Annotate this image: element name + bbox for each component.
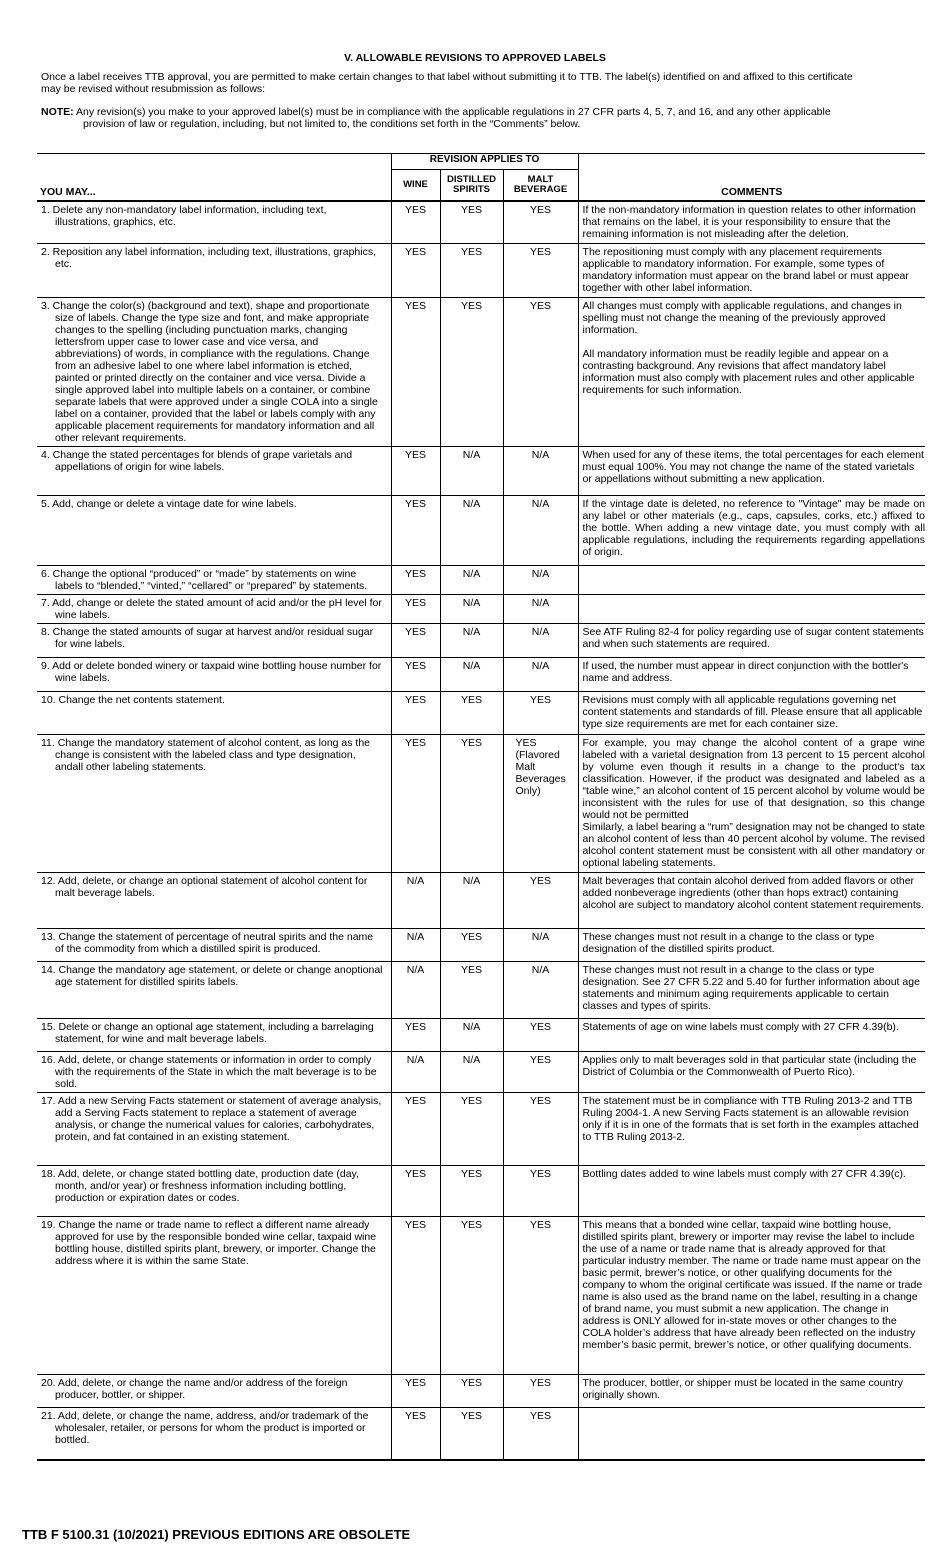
comment-text: All changes must comply with applicable regulations, and changes in spelling must not change the meaning of the previously approved information. [582,300,902,336]
malt-beverage-cell: N/A [503,566,578,595]
wine-cell: YES [391,244,440,298]
table-row [37,244,925,298]
comment-text: If the vintage date is deleted, no reference to "Vintage" may be made on any label or other materials (e.g., caps, capsules, corks, etc.) affixed to the bottle. When adding a new vintage date, you must comply with all applicable regulations, including the requirements regarding appellations of origin. [582,498,926,558]
table-row [37,873,925,929]
form-footer: TTB F 5100.31 (10/2021) PREVIOUS EDITIONS ARE OBSOLETE [22,1527,411,1542]
distilled-spirits-cell: YES [440,1166,503,1217]
header-wine: WINE [391,170,440,201]
malt-beverage-cell: YES [503,1052,578,1093]
table-row [37,962,925,1019]
table-row [37,595,925,624]
wine-cell: N/A [391,873,440,929]
revision-item [37,298,391,447]
comment-text: These changes must not result in a change to the class or type designation. See 27 CFR 5.22 and 5.40 for further information about age statements and minimum aging requirements applicable to certain classes and types of spirits. [582,964,920,1012]
distilled-spirits-cell: N/A [440,496,503,566]
wine-cell: YES [391,1093,440,1166]
revision-item [37,1093,391,1166]
intro-paragraph: Once a label receives TTB approval, you are permitted to make certain changes to that label without submitting it to TTB. The label(s) identified on and affixed to this certificate may be revised without resubmission as follows: [41,71,853,95]
comment-cell [578,566,925,595]
table-row [37,298,925,447]
comment-cell [578,1408,925,1460]
distilled-spirits-cell: YES [440,1408,503,1460]
revision-item [37,447,391,496]
distilled-spirits-cell: N/A [440,447,503,496]
distilled-spirits-cell: YES [440,201,503,244]
comment-cell [578,201,925,244]
revision-item [37,692,391,735]
distilled-spirits-cell: YES [440,735,503,873]
wine-cell: YES [391,735,440,873]
revision-item [37,962,391,1019]
wine-cell: YES [391,566,440,595]
distilled-spirits-cell: YES [440,929,503,962]
comment-text: Bottling dates added to wine labels must comply with 27 CFR 4.39(c). [582,1168,906,1180]
table-row [37,496,925,566]
comment-text: Statements of age on wine labels must comply with 27 CFR 4.39(b). [582,1021,899,1033]
wine-cell: N/A [391,929,440,962]
distilled-spirits-cell: YES [440,1093,503,1166]
table-row [37,201,925,244]
revision-item [37,658,391,692]
revision-item [37,1408,391,1460]
distilled-spirits-cell: N/A [440,658,503,692]
revision-item [37,595,391,624]
revision-item-text: 4. Change the stated percentages for blends of grape varietals and appellations of origin for wine labels. [41,449,353,473]
comment-cell [578,298,925,447]
comment-cell [578,1052,925,1093]
distilled-spirits-cell: N/A [440,595,503,624]
table-row [37,1375,925,1408]
comment-text: Applies only to malt beverages sold in that particular state (including the District of Columbia or the Commonwealth of Puerto Rico). [582,1054,917,1078]
revision-item-text: 2. Reposition any label information, including text, illustrations, graphics, etc. [41,246,377,270]
table-row [37,1052,925,1093]
comment-cell [578,1217,925,1375]
malt-beverage-cell: YES [503,692,578,735]
wine-cell: YES [391,201,440,244]
malt-beverage-cell: YES [503,201,578,244]
malt-beverage-cell: YES [503,1217,578,1375]
comment-cell [578,624,925,658]
revision-item-text: 3. Change the color(s) (background and text), shape and proportionate size of labels. Change the type size and font, and make appropriate changes to the spelling (including punctuation marks, changing lettersfrom upper case to lower case and vice versa, and abbreviations) of words, in compliance with the regulations. Change from an adhesive label to one where label information is etched, painted or printed directly on the container and vice versa. Divide a single approved label into multiple labels on a container, or combine separate labels that were approved under a single COLA into a single label on a container, provided that the label or labels comply with any applicable placement requirements for mandatory information and all other relevant requirements. [41,300,378,444]
table-row [37,447,925,496]
comment-text: If used, the number must appear in direct conjunction with the bottler's name and address. [582,660,909,684]
revisions-table [37,153,925,1461]
wine-cell: YES [391,658,440,692]
header-distilled-spirits: DISTILLED SPIRITS [440,170,503,201]
revision-item [37,624,391,658]
comment-cell [578,873,925,929]
distilled-spirits-cell: N/A [440,1052,503,1093]
revision-item [37,496,391,566]
header-revision-applies-to: REVISION APPLIES TO [391,154,578,170]
distilled-spirits-cell: YES [440,962,503,1019]
table-row [37,929,925,962]
table-row [37,1217,925,1375]
comment-text: See ATF Ruling 82-4 for policy regarding use of sugar content statements and when such statements are required. [582,626,924,650]
revision-item [37,735,391,873]
distilled-spirits-cell: YES [440,298,503,447]
malt-beverage-cell: N/A [503,595,578,624]
revision-item-text: 7. Add, change or delete the stated amount of acid and/or the pH level for wine labels. [41,597,382,621]
revision-item [37,201,391,244]
distilled-spirits-cell: YES [440,1375,503,1408]
distilled-spirits-cell: YES [440,244,503,298]
table-row [37,1166,925,1217]
comment-text: This means that a bonded wine cellar, taxpaid wine bottling house, distilled spirits plant, brewery or importer may revise the label to include the use of a name or trade name that is already approved for that particular industry member. The name or trade name must appear on the basic permit, brewer’s notice, or other qualifying documents for the company to whom the original certificate was issued. If the name or trade name is also used as the brand name on the label, resulting in a change of brand name, you must submit a new application. The change in address is ONLY allowed for in-state moves or other changes to the COLA holder’s address that have already been reflected on the industry member’s basic permit, brewer’s notice, or other qualifying documents. [582,1219,923,1351]
table-row [37,1093,925,1166]
revision-item-text: 20. Add, delete, or change the name and/or address of the foreign producer, bottler, or shipper. [41,1377,348,1401]
distilled-spirits-cell: YES [440,692,503,735]
comment-text: Revisions must comply with all applicable regulations governing net content statements and standards of fill. Please ensure that all applicable type size requirements are met for each container size. [582,694,923,730]
note-label: NOTE: [41,106,74,118]
wine-cell: YES [391,1408,440,1460]
revision-item [37,244,391,298]
distilled-spirits-cell: N/A [440,873,503,929]
malt-beverage-cell: YES [503,1019,578,1052]
revision-item-text: 14. Change the mandatory age statement, or delete or change anoptional age statement for distilled spirits labels. [41,964,383,988]
comment-cell [578,1093,925,1166]
comment-text: Malt beverages that contain alcohol derived from added flavors or other added nonbeverage ingredients (other than hops extract) containing alcohol are subject to mandatory alcohol content statement requirements. [582,875,924,911]
revision-item-text: 12. Add, delete, or change an optional statement of alcohol content for malt beverage labels. [41,875,368,899]
revision-item [37,873,391,929]
comment-text: The statement must be in compliance with TTB Ruling 2013-2 and TTB Ruling 2004-1. A new Serving Facts statement is an allowable revision only if it is in one of the formats that is set forth in the examples attached to TTB Ruling 2013-2. [582,1095,919,1143]
table-row [37,658,925,692]
table-row [37,692,925,735]
malt-beverage-cell: N/A [503,929,578,962]
comment-cell [578,496,925,566]
malt-beverage-cell: YES (Flavored Malt Beverages Only) [503,735,578,873]
revision-item-text: 1. Delete any non-mandatory label information, including text, illustrations, graphics, etc. [41,203,327,228]
wine-cell: YES [391,1019,440,1052]
comment-cell [578,447,925,496]
comment-cell [578,735,925,873]
comment-text: The repositioning must comply with any placement requirements applicable to mandatory information. For example, some types of mandatory information must appear on the brand label or must appear together with other label information. [582,246,909,294]
table-row [37,624,925,658]
revision-item-text: 19. Change the name or trade name to reflect a different name already approved for use by the responsible bonded wine cellar, taxpaid wine bottling house, distilled spirits plant, brewery, or importer. Change the address where it is within the same State. [41,1219,377,1267]
distilled-spirits-cell: N/A [440,1019,503,1052]
malt-beverage-cell: N/A [503,496,578,566]
wine-cell: YES [391,624,440,658]
comment-cell [578,1166,925,1217]
comment-text: If the non-mandatory information in question relates to other information that remains on the label, it is your responsibility to ensure that the remaining information is not misleading after the deletion. [582,203,916,240]
wine-cell: YES [391,1217,440,1375]
malt-beverage-cell: YES [503,298,578,447]
distilled-spirits-cell: N/A [440,566,503,595]
note-paragraph [41,106,881,130]
comment-cell [578,929,925,962]
revision-item-text: 15. Delete or change an optional age statement, including a barrelaging statement, for wine and malt beverage labels. [41,1021,374,1045]
wine-cell: YES [391,1166,440,1217]
note-line-2: provision of law or regulation, including, but not limited to, the conditions set forth in the “Comments” below. [83,118,581,130]
revision-item-text: 17. Add a new Serving Facts statement or statement of average analysis, add a Serving Facts statement to replace a statement of average analysis, or change the numerical values for calories, carbohydrates, protein, and fat contained in an existing statement. [41,1095,382,1143]
revision-item-text: 16. Add, delete, or change statements or information in order to comply with the requirements of the State in which the malt beverage is to be sold. [41,1054,377,1090]
malt-beverage-cell: N/A [503,658,578,692]
comment-cell [578,244,925,298]
comment-cell [578,1019,925,1052]
revision-item-text: 11. Change the mandatory statement of alcohol content, as long as the change is consistent with the labeled class and type designation, andall other labeling statements. [41,737,371,773]
comment-text: These changes must not result in a change to the class or type designation of the distilled spirits product. [582,931,875,955]
note-line-1: Any revision(s) you make to your approved label(s) must be in compliance with the applicable regulations in 27 CFR parts 4, 5, 7, and 16, and any other applicable [76,106,831,118]
malt-beverage-cell: YES [503,1093,578,1166]
header-malt-beverage: MALT BEVERAGE [503,170,578,201]
malt-beverage-cell: N/A [503,962,578,1019]
revision-item-text: 8. Change the stated amounts of sugar at harvest and/or residual sugar for wine labels. [41,626,374,650]
header-comments: COMMENTS [578,154,925,201]
revision-item [37,1375,391,1408]
malt-beverage-cell: YES [503,1166,578,1217]
revision-item-text: 10. Change the net contents statement. [41,694,225,706]
malt-beverage-cell: N/A [503,447,578,496]
revision-item [37,566,391,595]
malt-beverage-cell: N/A [503,624,578,658]
malt-beverage-cell: YES [503,1375,578,1408]
revision-item-text: 5. Add, change or delete a vintage date for wine labels. [41,498,297,510]
table-row [37,566,925,595]
comment-text: For example, you may change the alcohol content of a grape wine labeled with a varietal designation from 13 percent to 15 percent alcohol by volume even though it results in a change to the product's tax classification. However, if the product was designated and labeled as a “table wine,” an alcohol content of 15 percent alcohol by volume would be inconsistent with the rules for use of that designation, so this change would not be permitted [582,737,926,821]
header-you-may: YOU MAY... [37,154,391,201]
wine-cell: YES [391,692,440,735]
revision-item-text: 21. Add, delete, or change the name, address, and/or trademark of the wholesaler, retailer, or persons for whom the product is imported or bottled. [41,1410,369,1446]
revision-item-text: 18. Add, delete, or change stated bottling date, production date (day, month, and/or year) or freshness information including bottling, production or expiration dates or codes. [41,1168,359,1204]
revision-item-text: 6. Change the optional “produced” or “made” by statements on wine labels to “blended,” “vinted,” “cellared” or “prepared” by statements. [41,568,368,592]
malt-beverage-cell: YES [503,1408,578,1460]
table-row [37,735,925,873]
wine-cell: N/A [391,962,440,1019]
wine-cell: YES [391,496,440,566]
malt-beverage-cell: YES [503,873,578,929]
table-row [37,1019,925,1052]
section-title: V. ALLOWABLE REVISIONS TO APPROVED LABELS [344,52,606,64]
revision-item [37,929,391,962]
comment-text: When used for any of these items, the total percentages for each element must equal 100%. You may not change the name of the stated varietals or appellations without submitting a new application. [582,449,924,485]
comment-cell [578,962,925,1019]
comment-text-continued: Similarly, a label bearing a “rum” designation may not be changed to state an alcohol content of less than 40 percent alcohol by volume. The revised alcohol content statement must be consistent with all other mandatory or optional labeling statements. [582,821,926,869]
comment-cell [578,658,925,692]
wine-cell: YES [391,298,440,447]
comment-cell [578,1375,925,1408]
wine-cell: YES [391,595,440,624]
comment-cell [578,595,925,624]
comment-text-continued: All mandatory information must be readily legible and appear on a contrasting background. Any revisions that affect mandatory label information must also comply with placement rules and other applicable requirements for such information. [582,348,915,396]
revision-item-text: 13. Change the statement of percentage of neutral spirits and the name of the commodity from which a distilled spirit is produced. [41,931,374,955]
table-row [37,1408,925,1460]
revision-item [37,1166,391,1217]
comment-text: The producer, bottler, or shipper must be located in the same country originally shown. [582,1377,903,1401]
wine-cell: YES [391,447,440,496]
revision-item [37,1217,391,1375]
revision-item-text: 9. Add or delete bonded winery or taxpaid wine bottling house number for wine labels. [41,660,382,684]
comment-cell [578,692,925,735]
wine-cell: YES [391,1375,440,1408]
revision-item [37,1052,391,1093]
wine-cell: N/A [391,1052,440,1093]
distilled-spirits-cell: YES [440,1217,503,1375]
malt-beverage-cell: YES [503,244,578,298]
revision-item [37,1019,391,1052]
distilled-spirits-cell: N/A [440,624,503,658]
